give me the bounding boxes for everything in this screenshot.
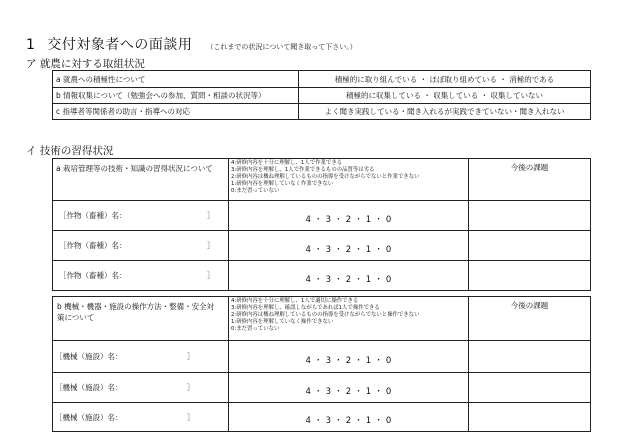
criteria-line: 2:研修内容は概ね理解しているものの指導を受けながらでないと作業できない — [231, 173, 420, 180]
section-a-heading: ア 就農に対する取組状況 — [26, 58, 145, 70]
crop-item-row — [53, 231, 591, 261]
machine-name-field[interactable]: ［機械（施設）名： ］ — [53, 403, 229, 432]
criteria-line: 1:研修内容を理解していなく操作できない — [231, 318, 334, 325]
machine-name-field[interactable]: ［機械（施設）名： ］ — [53, 373, 229, 403]
skill-question: a 栽培管理等の技術・知識の習得状況について — [53, 159, 229, 201]
crop-name-field[interactable]: ［作物（畜種）名： ］ — [53, 231, 229, 261]
machine-name-field[interactable]: ［機械（施設）名： ］ — [53, 341, 229, 373]
future-issues-cell[interactable] — [469, 341, 591, 373]
title-note: （これまでの状況について聞き取って下さい。） — [206, 43, 357, 51]
criteria-line: 3:研修内容を理解し、1人で作業できるものの品質等は劣る — [231, 166, 375, 173]
future-issues-header: 今後の課題 — [469, 297, 591, 341]
crop-name-field[interactable]: ［作物（畜種）名： ］ — [53, 261, 229, 291]
criteria-line: 0:まだ習っていない — [231, 325, 280, 332]
machine-item-row — [53, 403, 591, 432]
crop-item-row — [53, 201, 591, 231]
future-issues-cell[interactable] — [469, 261, 591, 291]
criteria-line: 1:研修内容を理解していなく作業できない — [231, 180, 334, 187]
page-title — [26, 34, 357, 54]
criteria-line: 4:研修内容を十分に理解し、1人で適切に操作できる — [231, 298, 359, 304]
criteria-line: 2:研修内容は概ね理解しているものの指導を受けながらでないと操作できない — [231, 311, 420, 318]
engagement-row — [53, 71, 591, 88]
rating-scale[interactable]: 4 ・ 3 ・ 2 ・ 1 ・ 0 — [229, 341, 469, 373]
engagement-question: c 指導者等関係者の助言・指導への対応 — [53, 104, 299, 120]
crop-item-row — [53, 261, 591, 291]
rating-criteria — [229, 159, 469, 201]
rating-scale[interactable]: 4 ・ 3 ・ 2 ・ 1 ・ 0 — [229, 231, 469, 261]
engagement-answer-options[interactable]: 積極的に取り組んでいる ・ ほぼ取り組めている ・ 消極的である — [299, 71, 591, 88]
title-number: 1 — [26, 37, 36, 53]
engagement-answer-options[interactable]: 積極的に収集している ・ 収集している ・ 収集していない — [299, 88, 591, 104]
crop-name-field[interactable]: ［作物（畜種）名： ］ — [53, 201, 229, 231]
skill-header-row — [53, 159, 591, 201]
rating-scale[interactable]: 4 ・ 3 ・ 2 ・ 1 ・ 0 — [229, 373, 469, 403]
future-issues-cell[interactable] — [469, 231, 591, 261]
engagement-table — [52, 70, 591, 120]
rating-scale[interactable]: 4 ・ 3 ・ 2 ・ 1 ・ 0 — [229, 201, 469, 231]
skill-question: b 機械・機器・施設の操作方法・整備・安全対策について — [53, 297, 229, 341]
future-issues-cell[interactable] — [469, 373, 591, 403]
rating-scale[interactable]: 4 ・ 3 ・ 2 ・ 1 ・ 0 — [229, 261, 469, 291]
future-issues-header: 今後の課題 — [469, 159, 591, 201]
skill-table-cultivation — [52, 158, 591, 291]
section-b-heading: イ 技術の習得状況 — [26, 145, 114, 157]
criteria-line: 3:研修内容を理解し、確認しながらであれば1人で操作できる — [231, 304, 380, 311]
engagement-question: a 就農への積極性について — [53, 71, 299, 88]
future-issues-cell[interactable] — [469, 403, 591, 432]
machine-item-row — [53, 373, 591, 403]
machine-item-row — [53, 341, 591, 373]
skill-header-row — [53, 297, 591, 341]
engagement-row — [53, 88, 591, 104]
title-text: 交付対象者への面談用 — [47, 37, 193, 53]
criteria-line: 4:研修内容を十分に理解し、1人で作業できる — [231, 160, 343, 166]
skill-table-machinery — [52, 296, 591, 432]
future-issues-cell[interactable] — [469, 201, 591, 231]
engagement-row — [53, 104, 591, 120]
criteria-line: 0:まだ習っていない — [231, 187, 280, 194]
engagement-answer-options[interactable]: よく聞き実践している・聞き入れるが実践できていない・聞き入れない — [299, 104, 591, 120]
engagement-question: b 情報収集について（勉強会への参加、質問・相談の状況等） — [53, 88, 299, 104]
rating-scale[interactable]: 4 ・ 3 ・ 2 ・ 1 ・ 0 — [229, 403, 469, 432]
rating-criteria — [229, 297, 469, 341]
